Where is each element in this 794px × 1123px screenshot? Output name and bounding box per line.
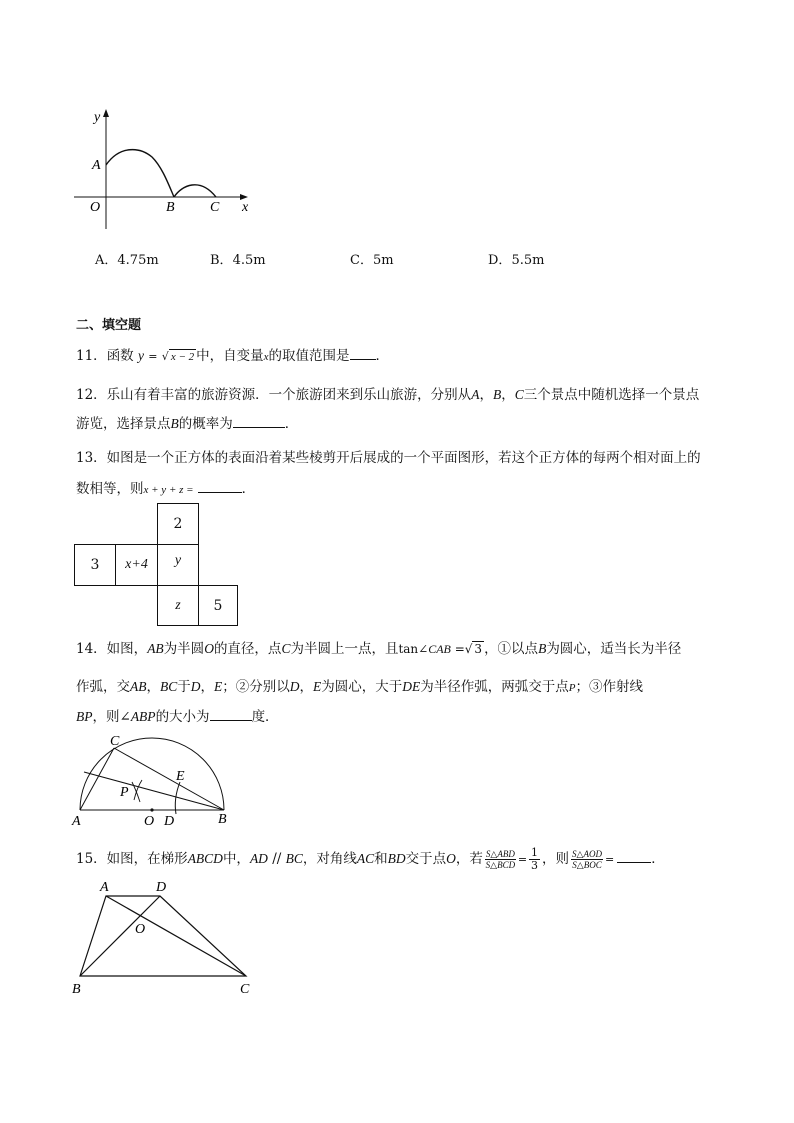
question-11 <box>76 345 389 367</box>
q11-radicand: x − 2 <box>170 351 195 363</box>
question-13-line1: 13．如图是一个正方体的表面沿着某些棱剪开后展成的一个平面图形，若这个正方体的每两个相对面上的 <box>76 450 701 466</box>
label-P: P <box>120 785 129 800</box>
option-a-text: 4.75m <box>117 253 159 268</box>
q14-BC: BC <box>160 679 178 694</box>
q15-fraction-1 <box>485 849 516 870</box>
option-d-text: 5.5m <box>511 253 545 268</box>
q15-f2-den: 3 <box>531 859 539 872</box>
q14-eq: = <box>450 642 465 656</box>
q15-O: O <box>446 851 456 866</box>
q14-E: E <box>214 679 223 694</box>
question-15 <box>76 845 665 874</box>
q14-l3c: 度． <box>251 709 279 725</box>
q13-expr: x + y + z = <box>143 484 194 496</box>
q14-l2b: ， <box>146 679 160 695</box>
question-14-line1 <box>76 639 681 659</box>
q14-l1c: 的直径，点 <box>213 641 282 657</box>
q14-l3a: ，则∠ <box>92 709 131 725</box>
option-b <box>210 249 266 268</box>
option-d <box>488 249 544 268</box>
q14-DE: DE <box>402 679 421 694</box>
q13-answer-blank[interactable] <box>198 478 242 493</box>
q14-l2e: ；②分别以 <box>222 679 290 695</box>
q15-pre: 15．如图，在梯形 <box>76 851 188 867</box>
q12-comma1: ， <box>479 387 493 403</box>
q15-figure <box>68 878 258 1000</box>
q12-B2: B <box>170 416 179 431</box>
net-cell-right: 5 <box>198 585 238 626</box>
q14-D2: D <box>289 679 300 694</box>
net-cell-left: 3 <box>74 544 116 586</box>
diagonal-BD <box>80 896 160 976</box>
question-12-line2 <box>76 413 298 434</box>
question-13-line2 <box>76 478 255 500</box>
q14-P: P <box>568 682 576 694</box>
first-arc <box>106 150 174 197</box>
q12-line2-pre: 游览，选择景点 <box>76 416 171 432</box>
q12-line2-post: 的概率为 <box>178 416 233 432</box>
label-O: O <box>90 200 101 215</box>
section-title: 二、填空题 <box>76 318 142 333</box>
q12-answer-blank[interactable] <box>233 413 285 428</box>
q14-B: B <box>538 641 547 656</box>
q12-A: A <box>471 387 480 402</box>
label-A: A <box>92 158 101 173</box>
q15-BD: BD <box>387 851 406 866</box>
q12-line1-text: 12．乐山有着丰富的旅游资源．一个旅游团来到乐山旅游，分别从 <box>76 387 472 403</box>
second-arc <box>174 185 216 197</box>
net-cell-top: 2 <box>157 503 199 545</box>
q11-number: 11． <box>76 348 107 364</box>
q14-BP: BP <box>76 709 93 724</box>
q11-func-y: y <box>137 348 144 363</box>
label-E: E <box>176 769 185 784</box>
label-C: C <box>210 200 220 215</box>
question-12-line1 <box>76 385 699 405</box>
q15-p4: 和 <box>374 851 388 867</box>
q14-l2a: 作弧，交 <box>76 679 130 695</box>
q12-B: B <box>492 387 502 402</box>
q11-mid: 中，自变量 <box>196 348 264 364</box>
question-14-line3 <box>76 706 279 727</box>
q14-l1f: 为圆心，适当长为半径 <box>546 641 682 657</box>
segment-CB <box>114 748 224 810</box>
q13-end: ． <box>241 481 256 497</box>
q15-p5: 交于点 <box>405 851 447 867</box>
q14-l2g: 为圆心，大于 <box>321 679 403 695</box>
q15-BC: BC <box>285 851 303 866</box>
q14-O: O <box>204 641 214 656</box>
center-O-dot <box>150 808 153 811</box>
q14-l2c: 于 <box>177 679 191 695</box>
q11-var: x <box>263 351 269 363</box>
q11-pre: 函数 <box>106 348 134 364</box>
label-B: B <box>166 200 175 215</box>
q15-p6: ，若 <box>455 851 483 867</box>
q12-C: C <box>514 387 524 402</box>
q14-CAB: CAB <box>428 642 451 656</box>
q11-sqrt-sign: √ <box>161 350 169 363</box>
q14-figure <box>68 732 243 828</box>
net-cell-center: y <box>157 544 199 586</box>
q14-l1e: ，①以点 <box>484 641 539 657</box>
q14-l2d: ， <box>200 679 215 695</box>
q15-eq2: = <box>604 853 615 866</box>
q15-f1-num: S△ABD <box>485 849 515 859</box>
q13-line2-pre: 数相等，则 <box>76 481 144 497</box>
q15-answer-blank[interactable] <box>617 848 651 863</box>
q15-parallel: // <box>267 851 286 867</box>
q14-sqrt-sign: √ <box>464 642 473 656</box>
label-D: D <box>156 880 167 895</box>
q15-AC: AC <box>356 851 375 866</box>
label-A: A <box>100 880 109 895</box>
option-b-letter: B． <box>210 253 233 268</box>
option-c-text: 5m <box>372 253 394 268</box>
q15-f3-num: S△AOD <box>572 849 602 859</box>
q15-f2-num: 1 <box>531 846 539 859</box>
q14-l1b: 为半圆 <box>163 641 205 657</box>
net-cell-mid: x+4 <box>115 544 158 586</box>
q14-C: C <box>281 641 291 656</box>
q14-l1d: 为半圆上一点，且 <box>290 641 399 657</box>
q14-l2h: 为半径作弧，两弧交于点 <box>420 679 569 695</box>
label-D: D <box>164 814 175 828</box>
label-A: A <box>72 814 81 828</box>
q15-eq1: = <box>517 853 528 866</box>
q12-end: ． <box>284 416 299 432</box>
label-y: y <box>94 110 101 125</box>
net-cell-bottom: z <box>157 585 199 626</box>
label-O: O <box>135 922 146 937</box>
q15-f3-den: S△BOC <box>572 860 602 870</box>
label-x: x <box>242 200 249 215</box>
q14-answer-blank[interactable] <box>210 706 252 721</box>
q15-p2: 中， <box>222 851 250 867</box>
q14-D: D <box>190 679 201 694</box>
q11-eq: = <box>148 350 158 363</box>
question-14-line2 <box>76 677 643 698</box>
option-b-text: 4.5m <box>232 253 266 268</box>
q14-l2i: ；③作射线 <box>575 679 643 695</box>
y-axis-arrow <box>103 109 109 117</box>
semicircle-arc <box>80 738 224 810</box>
q15-AD: AD <box>249 851 268 866</box>
label-B: B <box>72 982 81 997</box>
q14-l2f: ， <box>299 679 314 695</box>
q15-fraction-3 <box>571 849 603 870</box>
option-a <box>95 249 159 268</box>
q11-answer-blank[interactable] <box>350 345 376 360</box>
label-B: B <box>218 812 227 827</box>
q15-end: ． <box>651 851 665 867</box>
q14-AB2: AB <box>130 679 147 694</box>
q11-post: 的取值范围是 <box>268 348 350 364</box>
diagonal-AC <box>106 896 246 976</box>
ray-BP <box>84 772 224 810</box>
q11-end: ． <box>375 348 390 364</box>
q15-ABCD: ABCD <box>187 851 223 866</box>
q14-l1a: 14．如图， <box>76 641 148 657</box>
label-O: O <box>144 814 155 828</box>
q14-tan: tan∠ <box>398 642 429 656</box>
q15-p3: ，对角线 <box>302 851 357 867</box>
option-d-letter: D． <box>488 253 512 268</box>
q10-figure <box>70 105 260 235</box>
label-C: C <box>240 982 250 997</box>
q12-line1-end: 三个景点中随机选择一个景点 <box>523 387 700 403</box>
trapezoid-ABCD <box>80 896 246 976</box>
q14-sqrt3: 3 <box>474 642 483 656</box>
option-c-letter: C． <box>350 253 373 268</box>
q14-l3b: 的大小为 <box>155 709 210 725</box>
q14-ABP: ABP <box>130 709 156 724</box>
q12-comma2: ， <box>501 387 515 403</box>
q15-f1-den: S△BCD <box>485 860 516 870</box>
q14-AB: AB <box>147 641 164 656</box>
label-C: C <box>110 734 120 749</box>
option-a-letter: A． <box>95 253 118 268</box>
q15-p7: ，则 <box>542 851 570 867</box>
option-c <box>350 249 394 268</box>
q15-fraction-2 <box>529 847 540 872</box>
q14-E2: E <box>313 679 322 694</box>
